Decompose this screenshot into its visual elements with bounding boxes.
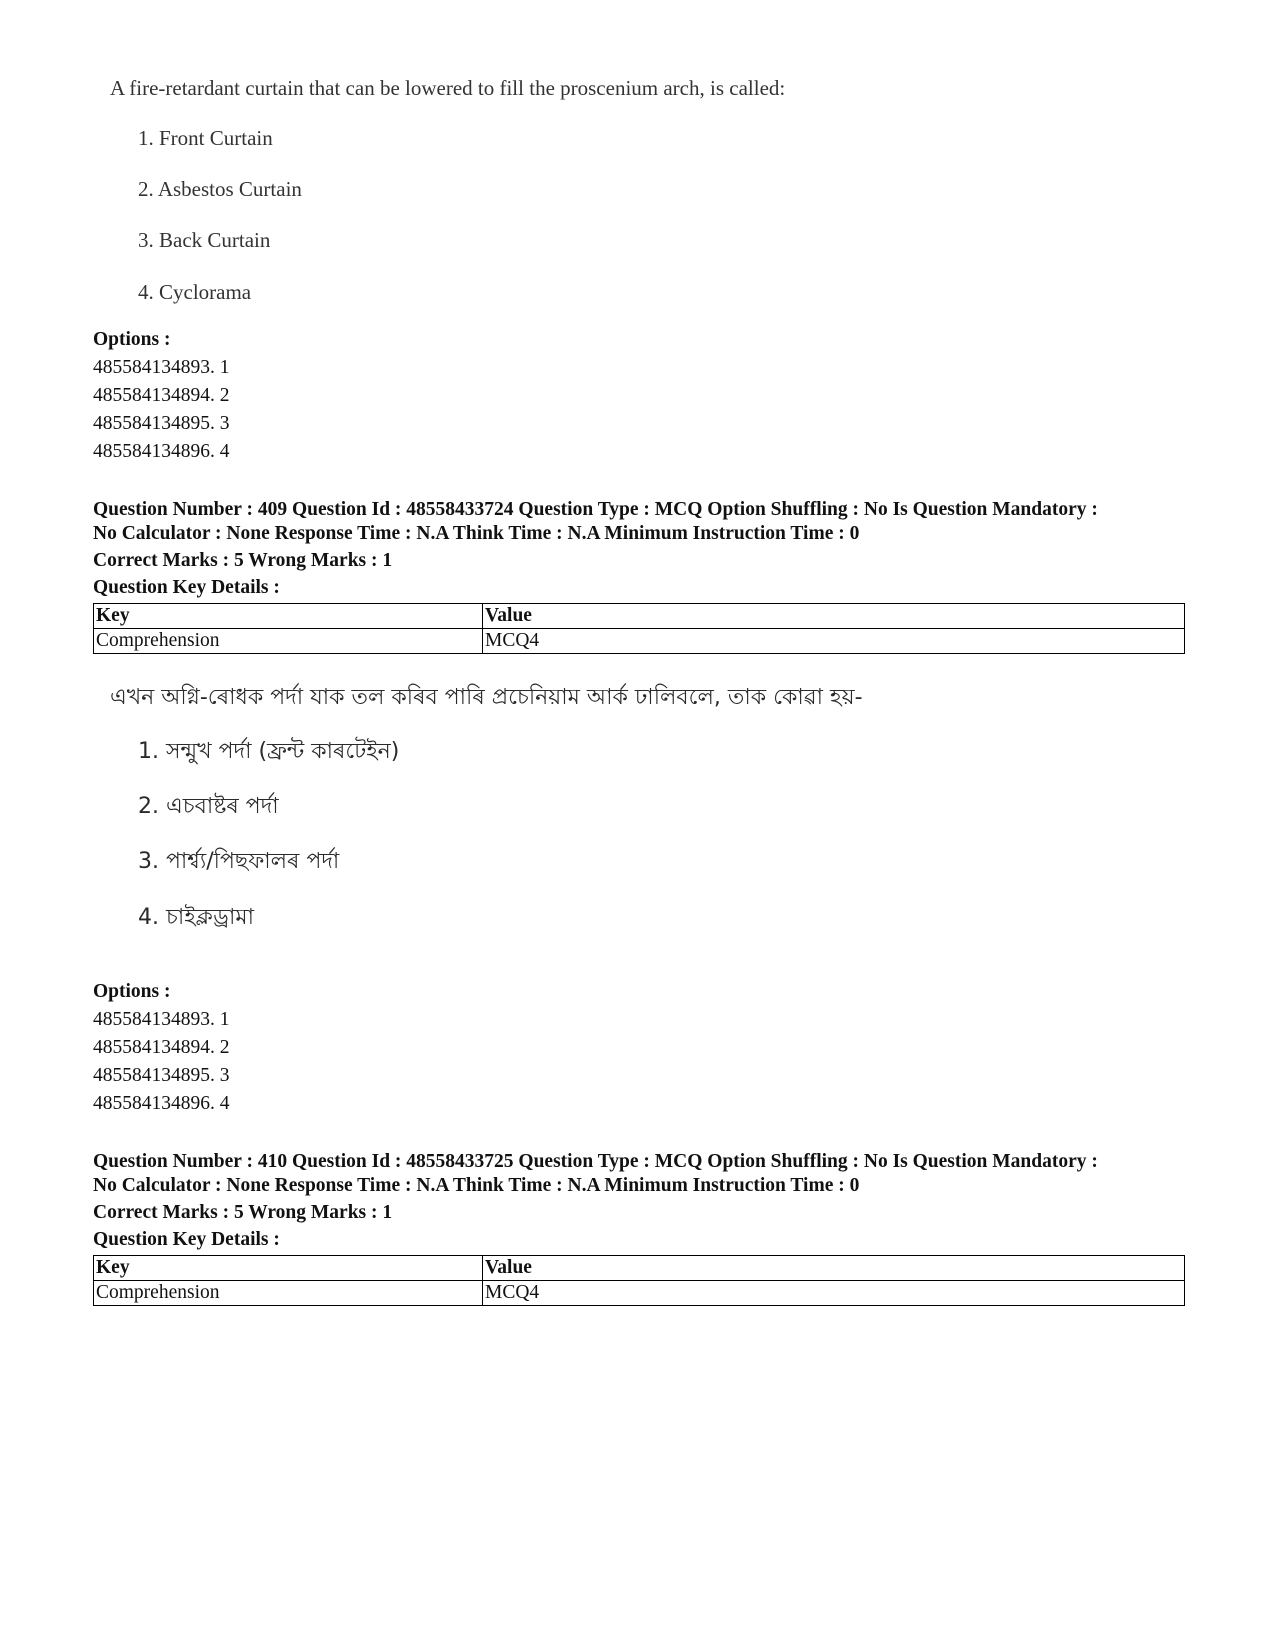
question-meta-line: Question Number : 410 Question Id : 48558433725 Question Type : MCQ Option Shuffling : No Is Question Mandatory : bbox=[93, 1151, 1098, 1172]
key-details-label: Question Key Details : bbox=[93, 577, 280, 598]
table-header-value: Value bbox=[483, 1256, 1185, 1281]
marks-line: Correct Marks : 5 Wrong Marks : 1 bbox=[93, 550, 393, 571]
option-item: 485584134896. 4 bbox=[93, 441, 230, 462]
question-choice: 2. এচবাষ্টৰ পৰ্দা bbox=[138, 794, 279, 819]
question-meta-409 bbox=[93, 498, 1183, 654]
table-row bbox=[94, 629, 1185, 654]
question-choice: 4. Cyclorama bbox=[138, 280, 252, 304]
question-meta-line: No Calculator : None Response Time : N.A Think Time : N.A Minimum Instruction Time : 0 bbox=[93, 523, 860, 544]
question-meta-line: No Calculator : None Response Time : N.A Think Time : N.A Minimum Instruction Time : 0 bbox=[93, 1175, 860, 1196]
option-item: 485584134895. 3 bbox=[93, 1065, 230, 1086]
table-cell-key: Comprehension bbox=[94, 629, 483, 654]
question-image-english bbox=[110, 74, 1160, 314]
question-choice: 4. চাইক্লড্ৰামা bbox=[138, 905, 255, 930]
question-choice: 3. Back Curtain bbox=[138, 228, 271, 252]
table-cell-value: MCQ4 bbox=[483, 1281, 1185, 1306]
question-choice: 1. সন্মুখ পৰ্দা (ফ্ৰন্ট কাৰটেইন) bbox=[138, 739, 400, 764]
marks-line: Correct Marks : 5 Wrong Marks : 1 bbox=[93, 1202, 393, 1223]
option-item: 485584134896. 4 bbox=[93, 1093, 230, 1114]
options-list bbox=[93, 978, 1183, 1118]
question-meta-410 bbox=[93, 1150, 1183, 1306]
option-item: 485584134894. 2 bbox=[93, 1037, 230, 1058]
table-header-key: Key bbox=[94, 1256, 483, 1281]
question-choice: 1. Front Curtain bbox=[138, 126, 273, 150]
question-image-assamese bbox=[110, 684, 1160, 944]
table-header-row bbox=[94, 1256, 1185, 1281]
options-label: Options : bbox=[93, 981, 171, 1002]
table-header-value: Value bbox=[483, 604, 1185, 629]
table-header-key: Key bbox=[94, 604, 483, 629]
question-choice: 3. পাৰ্শ্ব্য/পিছফালৰ পৰ্দা bbox=[138, 849, 340, 874]
question-stem: এখন অগ্নি-ৰোধক পৰ্দা যাক তল কৰিব পাৰি প্ৰচেনিয়াম আৰ্ক ঢালিবলে, তাক কোৱা হয়- bbox=[110, 685, 863, 710]
table-header-row bbox=[94, 604, 1185, 629]
option-item: 485584134893. 1 bbox=[93, 1009, 230, 1030]
key-details-table bbox=[93, 603, 1185, 654]
option-item: 485584134895. 3 bbox=[93, 413, 230, 434]
option-item: 485584134894. 2 bbox=[93, 385, 230, 406]
options-list bbox=[93, 326, 1183, 466]
question-meta-line: Question Number : 409 Question Id : 48558433724 Question Type : MCQ Option Shuffling : No Is Question Mandatory : bbox=[93, 499, 1098, 520]
key-details-label: Question Key Details : bbox=[93, 1229, 280, 1250]
question-choice: 2. Asbestos Curtain bbox=[138, 177, 302, 201]
question-stem: A fire-retardant curtain that can be lowered to fill the proscenium arch, is called: bbox=[110, 76, 786, 100]
table-cell-key: Comprehension bbox=[94, 1281, 483, 1306]
table-cell-value: MCQ4 bbox=[483, 629, 1185, 654]
options-label: Options : bbox=[93, 329, 171, 350]
key-details-table bbox=[93, 1255, 1185, 1306]
table-row bbox=[94, 1281, 1185, 1306]
option-item: 485584134893. 1 bbox=[93, 357, 230, 378]
